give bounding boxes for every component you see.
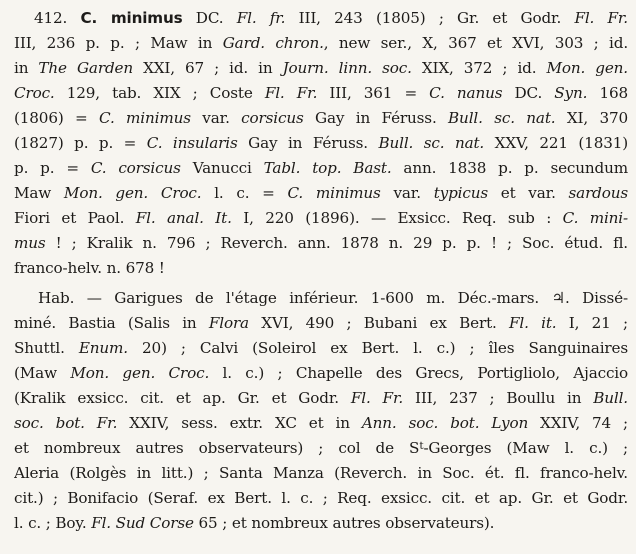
text-run: DC. xyxy=(502,84,555,102)
italic-citation: Bull. sc. nat. xyxy=(378,134,485,152)
italic-citation: C. corsicus xyxy=(90,159,181,177)
text-run: l. c. ; Boy. xyxy=(14,514,92,532)
habitat-line xyxy=(14,286,628,311)
text-run: Vanucci xyxy=(180,159,264,177)
italic-citation: Fl. Sud Corse xyxy=(91,514,194,532)
species-name: C. minimus xyxy=(80,9,183,27)
italic-citation: Journ. linn. soc. xyxy=(282,59,412,77)
text-run: l. c.) ; Chapelle des Grecs, Portigliolo, Ajaccio xyxy=(209,364,628,382)
text-run: l. c. = xyxy=(201,184,288,202)
text-run: et var. xyxy=(487,184,569,202)
italic-citation: Fl. Fr. xyxy=(264,84,318,102)
italic-citation: Syn. xyxy=(554,84,588,102)
italic-citation: Mon. gen. xyxy=(546,59,628,77)
italic-citation: Bull. sc. nat. xyxy=(448,109,556,127)
text-run: I, 220 (1896). — Exsicc. Req. sub : xyxy=(231,209,563,227)
text-run: XXIV, sess. extr. XC et in xyxy=(117,414,362,432)
italic-citation: C. nanus xyxy=(429,84,503,102)
text-run: var. xyxy=(190,109,242,127)
entry-line xyxy=(14,181,628,206)
text-run: XVI, 490 ; Bubani ex Bert. xyxy=(248,314,510,332)
text-run: var. xyxy=(380,184,434,202)
italic-citation: sardous xyxy=(568,184,628,202)
text-run: franco-helv. n. 678 ! xyxy=(14,259,165,277)
italic-citation: Fl. anal. It. xyxy=(135,209,232,227)
text-run: et nombreux autres observateurs) ; col de S xyxy=(14,439,420,457)
text-run: ann. 1838 p. p. secundum xyxy=(391,159,628,177)
text-run: miné. Bastia (Salis in xyxy=(14,314,209,332)
text-run: Hab. — Garigues de l'étage inférieur. 1-600 m. Déc.-mars. ♃. Dissé- xyxy=(38,289,628,307)
habitat-line xyxy=(14,361,628,386)
text-run: in xyxy=(14,59,39,77)
italic-citation: Fl. Fr. xyxy=(350,389,404,407)
habitat-line xyxy=(14,411,628,436)
text-run: DC. xyxy=(182,9,237,27)
text-run: (1806) = xyxy=(14,109,100,127)
italic-citation: The Garden xyxy=(38,59,133,77)
text-run: XXI, 67 ; id. in xyxy=(133,59,283,77)
text-run: 129, tab. XIX ; Coste xyxy=(54,84,265,102)
italic-citation: Fl. fr. xyxy=(236,9,286,27)
italic-citation: Fl. Fr. xyxy=(574,9,628,27)
italic-citation: Gard. chron. xyxy=(222,34,324,52)
italic-citation: typicus xyxy=(433,184,488,202)
text-run: (Kralik exsicc. cit. et ap. Gr. et Godr. xyxy=(14,389,351,407)
italic-citation: Ann. soc. bot. Lyon xyxy=(361,414,529,432)
italic-citation: Croc. xyxy=(14,84,55,102)
entry-line xyxy=(14,206,628,231)
text-run: III, 237 ; Boullu in xyxy=(403,389,594,407)
italic-citation: mus xyxy=(14,234,46,252)
text-run: I, 21 ; xyxy=(556,314,628,332)
superscript-text: t xyxy=(419,438,424,452)
habitat-paragraph xyxy=(14,286,628,536)
species-entry xyxy=(14,6,628,281)
text-run: XIX, 372 ; id. xyxy=(411,59,547,77)
entry-line xyxy=(14,31,628,56)
entry-line xyxy=(14,256,628,281)
habitat-line xyxy=(14,511,628,536)
entry-line xyxy=(14,56,628,81)
italic-citation: Tabl. top. Bast. xyxy=(263,159,392,177)
habitat-line xyxy=(14,461,628,486)
habitat-line xyxy=(14,336,628,361)
italic-citation: C. insularis xyxy=(146,134,238,152)
text-run: Gay in Féruss. xyxy=(303,109,449,127)
text-run: p. p. = xyxy=(14,159,91,177)
text-run: XI, 370 xyxy=(555,109,628,127)
text-run: ! ; Kralik n. 796 ; Reverch. ann. 1878 n. 29 p. p. ! ; Soc. étud. fl. xyxy=(45,234,628,252)
entry-line xyxy=(14,131,628,156)
italic-citation: C. minimus xyxy=(99,109,191,127)
text-run: cit.) ; Bonifacio (Seraf. ex Bert. l. c. ; Req. exsicc. cit. et ap. Gr. et Godr. xyxy=(14,489,628,507)
text-run: XXV, 221 (1831) xyxy=(484,134,628,152)
italic-citation: Bull. xyxy=(593,389,628,407)
text-run: III, 361 = xyxy=(317,84,430,102)
text-run: Shuttl. xyxy=(14,339,79,357)
text-run: III, 236 p. p. ; Maw in xyxy=(14,34,223,52)
habitat-line xyxy=(14,386,628,411)
entry-line xyxy=(14,106,628,131)
text-run: 65 ; et nombreux autres observateurs). xyxy=(193,514,495,532)
entry-line xyxy=(14,81,628,106)
text-run: XXIV, 74 ; xyxy=(528,414,628,432)
text-run: Fiori et Paol. xyxy=(14,209,136,227)
text-run: Aleria (Rolgès in litt.) ; Santa Manza (Reverch. in Soc. ét. fl. franco-helv. xyxy=(14,464,628,482)
text-run: III, 243 (1805) ; Gr. et Godr. xyxy=(285,9,575,27)
text-run: (Maw xyxy=(14,364,71,382)
italic-citation: C. minimus xyxy=(287,184,381,202)
text-run: 168 xyxy=(587,84,628,102)
habitat-line xyxy=(14,436,628,461)
text-run: Gay in Féruss. xyxy=(237,134,379,152)
habitat-line xyxy=(14,486,628,511)
text-run: Maw xyxy=(14,184,64,202)
italic-citation: corsicus xyxy=(241,109,304,127)
italic-citation: Flora xyxy=(208,314,249,332)
text-run: -Georges (Maw l. c.) ; xyxy=(423,439,628,457)
entry-line xyxy=(14,6,628,31)
italic-citation: Enum. xyxy=(78,339,128,357)
entry-line xyxy=(14,231,628,256)
italic-citation: Mon. gen. Croc. xyxy=(63,184,202,202)
italic-citation: C. mini- xyxy=(562,209,628,227)
text-run: , new ser., X, 367 et XVI, 303 ; id. xyxy=(323,34,628,52)
entry-line xyxy=(14,156,628,181)
italic-citation: Fl. it. xyxy=(509,314,557,332)
italic-citation: soc. bot. Fr. xyxy=(14,414,118,432)
italic-citation: Mon. gen. Croc. xyxy=(70,364,210,382)
text-run: 20) ; Calvi (Soleirol ex Bert. l. c.) ; îles Sanguinaires xyxy=(128,339,628,357)
text-run: (1827) p. p. = xyxy=(14,134,147,152)
habitat-line xyxy=(14,311,628,336)
entry-number: 412. xyxy=(34,9,68,27)
